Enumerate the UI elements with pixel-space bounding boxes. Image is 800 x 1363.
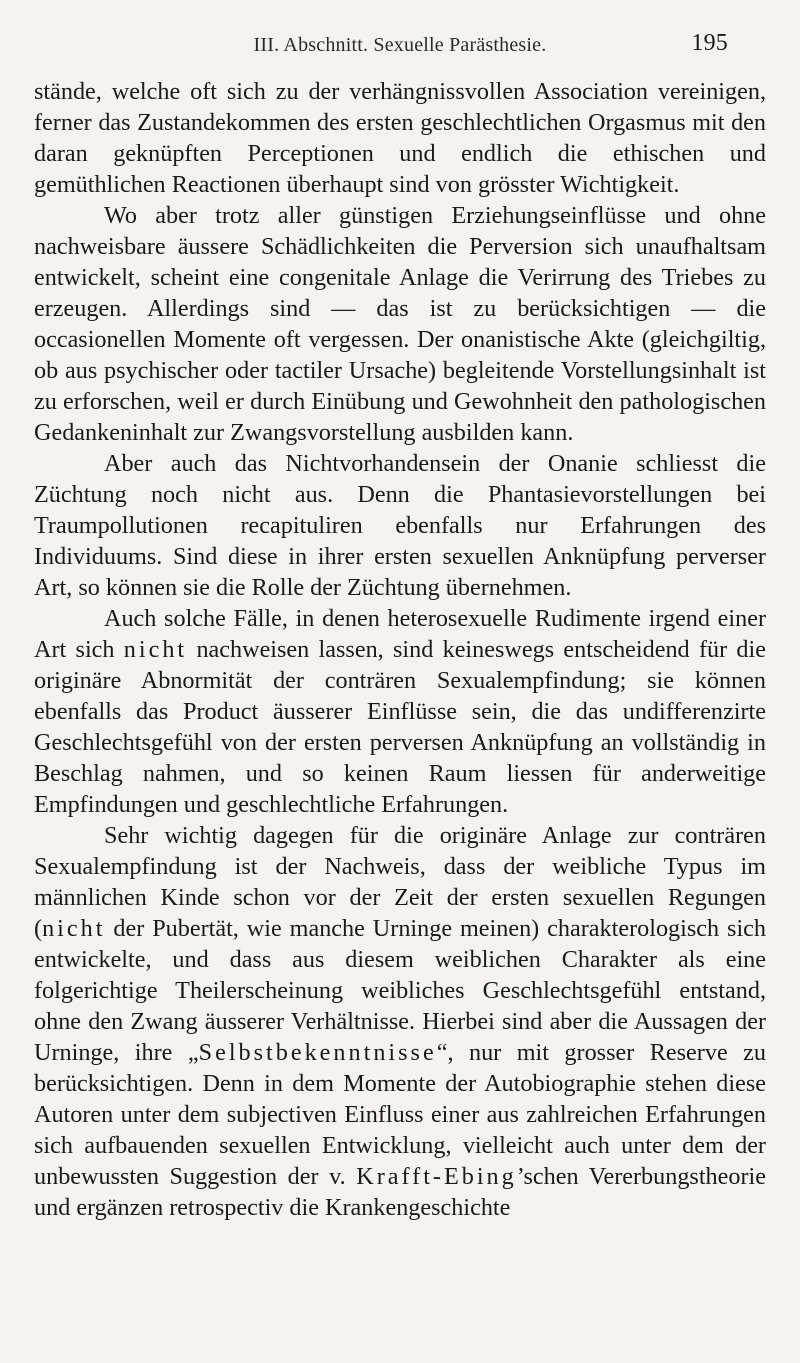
paragraph-text: Sehr wichtig dagegen für die originäre Anlage zur conträren Sexualempfindung ist der Nachweis, dass der weibliche Typus im männlichen Kinde schon vor der Zeit der ersten sexuellen Regungen (: [34, 822, 766, 942]
paragraph: [34, 603, 766, 820]
paragraph-text: Auch solche Fälle, in denen heterosexuelle Rudimente irgend einer Art sich: [34, 605, 766, 663]
running-head: [34, 28, 766, 64]
body-text: [34, 76, 766, 1223]
paragraph-text: ’schen Vererbungstheorie und ergänzen retrospectiv die Krankengeschichte: [34, 1163, 766, 1221]
running-title: III. Abschnitt. Sexuelle Parästhesie.: [253, 34, 547, 56]
paragraph-text: nachweisen lassen, sind keineswegs entscheidend für die originäre Abnormität der conträren Sexualempfindung; sie können ebenfalls das Product äusserer Einflüsse sein, die das undifferenzirte Geschlechtsgefühl von der ersten perversen Anknüpfung an vollständig in Beschlag nahmen, und so keinen Raum liessen für anderweitige Empfindungen und geschlechtliche Erfahrungen.: [34, 636, 766, 818]
paragraph-text: der Pubertät, wie manche Urninge meinen) charakterologisch sich entwickelte, und dass aus diesem weiblichen Charakter als eine folgerichtige Theilerscheinung weibliches Geschlechtsgefühl entstand, ohne den Zwang äusserer Verhältnisse. Hierbei sind aber die Aussagen der Urninge, ihre „: [34, 915, 766, 1066]
paragraph-text: “, nur mit grosser Reserve zu berücksichtigen. Denn in dem Momente der Autobiographie stehen diese Autoren unter dem subjectiven Einfluss einer aus zahlreichen Erfahrungen sich aufbauenden sexuellen Entwicklung, vielleicht auch unter dem der unbewussten Suggestion der v.: [34, 1039, 766, 1190]
spaced-emphasis: nicht: [123, 636, 188, 663]
spaced-emphasis: Selbstbekenntnisse: [198, 1039, 437, 1066]
paragraph-continued: stände, welche oft sich zu der verhängnissvollen Association vereinigen, ferner das Zustandekommen des ersten geschlechtlichen Orgasmus mit den daran geknüpften Perceptionen und endlich die ethischen und gemüthlichen Reactionen überhaupt sind von grösster Wichtigkeit.: [34, 78, 766, 198]
paragraph: Wo aber trotz aller günstigen Erziehungseinflüsse und ohne nachweisbare äussere Schädlichkeiten die Perversion sich unaufhaltsam entwickelt, scheint eine congenitale Anlage die Verirrung des Triebes zu erzeugen. Allerdings sind — das ist zu berücksichtigen — die occasionellen Momente oft vergessen. Der onanistische Akte (gleichgiltig, ob aus psychischer oder tactiler Ursache) begleitende Vorstellungsinhalt ist zu erforschen, weil er durch Einübung und Gewohnheit den pathologischen Gedankeninhalt zur Zwangsvorstellung ausbilden kann.: [34, 202, 766, 446]
spaced-emphasis: nicht: [42, 915, 106, 942]
author-name: Krafft-Ebing: [356, 1163, 517, 1190]
page-number: 195: [691, 30, 728, 56]
paragraph: [34, 820, 766, 1223]
paragraph: Aber auch das Nichtvorhandensein der Onanie schliesst die Züchtung noch nicht aus. Denn die Phantasievorstellungen bei Traumpollutionen recapituliren ebenfalls nur Erfahrungen des Individuums. Sind diese in ihrer ersten sexuellen Anknüpfung perverser Art, so können sie die Rolle der Züchtung übernehmen.: [34, 450, 766, 601]
